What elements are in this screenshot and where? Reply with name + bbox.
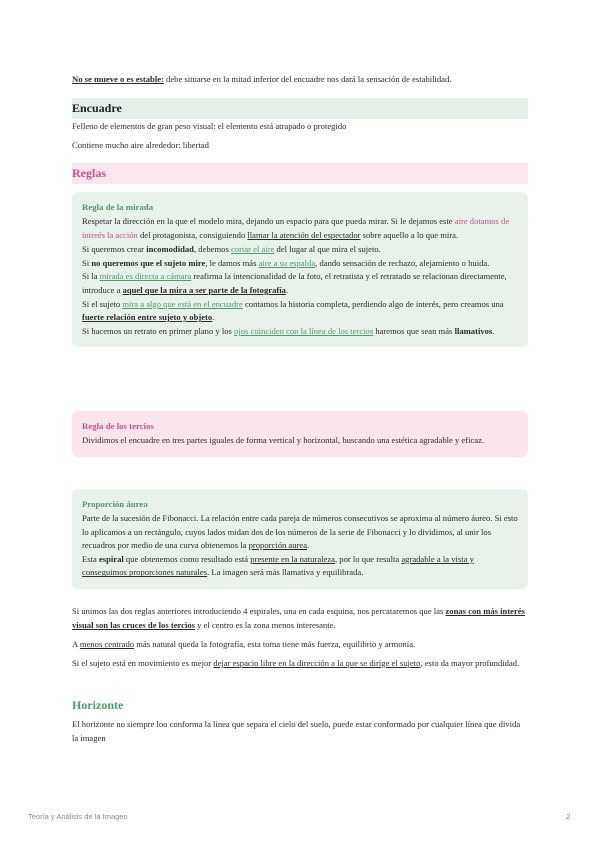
aurea-line-1: Parte de la sucesión de Fibonacci. La relación entre cada pareja de números consecutivos se aproxima al número áureo. Si esto lo aplicamos a un rectángulo, cuyos lados midan dos de los números de la serie de Fibonacci y lo dividimos, al unir los recuadros por medio de una curva obtenemos la proporción aurea.: [82, 513, 518, 551]
tercios-text: Dividimos el encuadre en tres partes iguales de forma vertical y horizontal, buscando una estética agradable y eficaz.: [82, 435, 485, 445]
tercios-card: [72, 411, 528, 457]
aurea-line-2: Esta espiral que obtenemos como resultado está presente en la naturaleza, por lo que resulta agradable a la vista y conseguimos proporciones naturales. La imagen será más llamativa y equilibrada.: [82, 553, 474, 578]
mirada-line-2: Si queremos crear incomodidad, debemos cortar el aire del lugar al que mira el sujeto.: [82, 244, 381, 255]
page-number: 2: [566, 812, 571, 821]
mirada-title: Regla de la mirada: [82, 202, 154, 212]
after-paragraph-1: Si unimos las dos reglas anteriores introduciendo 4 espirales, una en cada esquina, nos percataremos que las zonas con más interés visual son las cruces de los tercios y el centro es la zona menos interesante.: [72, 606, 525, 630]
reglas-heading: Reglas: [72, 163, 528, 184]
intro-lead: No se mueve o es estable:: [72, 74, 164, 84]
aurea-card: [72, 489, 528, 589]
mirada-card: [72, 192, 528, 347]
mirada-line-1: Respetar la dirección en la que el modelo mira, dejando un espacio para que pueda mirar. Si le dejamos este aire dotamos de interés la acción del protagonista, consiguiendo llamar la atención del espectador sobre aquello a lo que mira.: [82, 216, 510, 240]
mirada-line-5: Si el sujeto mira a algo que está en el encuadre contamos la historia completa, perdiendo algo de interés, pero creamos una fuerte relación entre sujeto y objeto.: [82, 298, 504, 323]
mirada-line-4: Si la mirada es directa a cámara reafirma la intencionalidad de la foto, el retratista y el retratado se relacionan directamente, introduce a aquel que la mira a ser parte de la fotografía.: [82, 271, 507, 295]
horizonte-heading: Horizonte: [72, 698, 124, 712]
footer-title: Teoría y Análisis de la Imagen: [28, 812, 128, 821]
after-paragraph-2: A menos centrado más natural queda la fotografía, esta toma tiene más fuerza, equilibrio y armonía.: [72, 639, 416, 649]
after-paragraph-3: Si el sujeto está en movimiento es mejor dejar espacio libre en la dirección a la que se dirige el sujeto, esto da mayor profundidad.: [72, 658, 520, 668]
horizonte-text: El horizonte no siempre loo conforma la línea que separa el cielo del suelo, puede estar conformado por cualquier línea que divida la imagen: [72, 719, 521, 743]
encuadre-heading: Encuadre: [72, 98, 528, 119]
encuadre-paragraph-2: Contiene mucho aire alrededor: libertad: [72, 140, 209, 150]
mirada-line-3: Si no queremos que el sujeto mire, le damos más aire a su espalda, dando sensación de rechazo, alejamiento o huida.: [82, 257, 490, 268]
tercios-title: Regla de los tercios: [82, 421, 154, 431]
intro-text: debe situarse en la mitad inferior del encuadre nos dará la sensación de estabilidad.: [163, 74, 452, 84]
aurea-title: Proporción áurea: [82, 499, 148, 509]
mirada-line-6: Si hacemos un retrato en primer plano y los ojos coinciden con la línea de los tercios haremos que sean más llamativos.: [82, 325, 495, 336]
encuadre-paragraph-1: Felleno de elementos de gran peso visual: el elemento está atrapado o protegido: [72, 121, 347, 131]
intro-paragraph: [72, 73, 528, 87]
